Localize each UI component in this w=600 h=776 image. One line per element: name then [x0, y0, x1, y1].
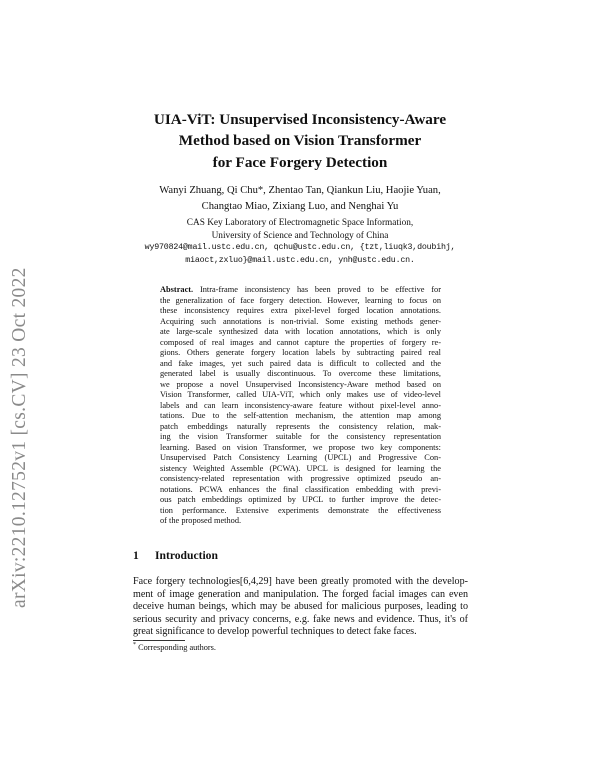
abstract-line: consistency-related representation with progressive optimized pseudo an-	[160, 474, 441, 483]
abstract-line: generated label is usually discontinuous. To overcome these limitations,	[160, 369, 441, 378]
email-line: miaoct,zxluo}@mail.ustc.edu.cn, ynh@ustc.edu.cn.	[185, 255, 415, 265]
affiliation-block	[90, 217, 510, 267]
abstract-line: composed of real images and cannot capture the properties of forgery re-	[160, 337, 441, 347]
abstract-line	[160, 285, 441, 296]
abstract-line: gions. Others generate forgery location labels by subtracting paired real	[160, 348, 441, 357]
intro-line: deceive human beings, which may be abused for malicious purposes, leading to	[133, 601, 468, 613]
abstract-line: Unsupervised Patch Consistency Learning (UPCL) and Progressive Con-	[160, 453, 441, 462]
footnote	[133, 642, 216, 652]
abstract-line: and fake images, yet such paired data is difficult to collected and the	[160, 358, 441, 368]
author-list	[110, 183, 490, 214]
abstract-text: Intra-frame inconsistency has been proved to be effective for	[199, 285, 441, 294]
abstract-line: learning. Based on vision Transformer, we propose two key components:	[160, 442, 441, 452]
abstract-line: the generalization of face forgery detection. However, learning to focus on	[160, 295, 441, 305]
author-line: Wanyi Zhuang, Qi Chu*, Zhentao Tan, Qiankun Liu, Haojie Yuan,	[159, 185, 441, 196]
intro-line: ment of image generation and manipulation. The forged facial images can even	[133, 588, 468, 600]
intro-line: serious security and privacy concerns, e.g. fake news and evidence. Thus, it's of	[133, 613, 468, 625]
affiliation-line: University of Science and Technology of China	[211, 230, 389, 241]
abstract-line: these inconsistency requires extra pixel-level forged location annotations.	[160, 306, 441, 315]
abstract-line: we propose a novel Unsupervised Inconsistency-Aware method based on	[160, 379, 441, 389]
abstract-line: notations. PCWA enhances the final classification embedding with previ-	[160, 484, 441, 494]
title-line: Method based on Vision Transformer	[178, 132, 422, 150]
footnote-divider	[133, 640, 185, 641]
intro-line: Face forgery technologies[6,4,29] have been greatly promoted with the develop-	[133, 576, 468, 587]
abstract-line: tion performance. Extensive experiments demonstrate the effectiveness	[160, 505, 441, 515]
title-line: for Face Forgery Detection	[212, 153, 388, 171]
abstract-line: of the proposed method.	[160, 516, 242, 525]
intro-line: great significance to develop powerful techniques to detect fake faces.	[133, 626, 417, 638]
title-line: UIA-ViT: Unsupervised Inconsistency-Aware	[153, 111, 447, 128]
abstract	[160, 285, 441, 527]
footnote-text: Corresponding authors.	[138, 642, 216, 652]
section-title: Introduction	[155, 549, 218, 562]
introduction-paragraph	[133, 576, 468, 639]
abstract-line: Vision Transformer, called UIA-ViT, which only makes use of video-level	[160, 390, 441, 399]
author-line: Changtao Miao, Zixiang Luo, and Nenghai Yu	[201, 200, 399, 212]
abstract-line: ate large-scale synthesized data with location annotations, which is only	[160, 327, 441, 336]
paper-title	[100, 109, 500, 173]
section-heading	[133, 549, 218, 562]
affiliation-line: CAS Key Laboratory of Electromagnetic Space Information,	[186, 218, 414, 228]
abstract-line: sistency Weighted Assemble (PCWA). UPCL is designed for learning the	[160, 463, 441, 473]
abstract-line: labels and can learn inconsistency-aware feature without pixel-level anno-	[160, 400, 441, 410]
section-number: 1	[133, 549, 139, 562]
abstract-line: ing the vision Transformer suitable for the consistency representation	[160, 432, 441, 441]
abstract-line: Acquiring such annotations is non-trivial. Some existing methods gener-	[160, 316, 441, 326]
abstract-line: patch embeddings naturally represents the consistency relation, mak-	[160, 421, 441, 431]
abstract-line: ous patch embeddings optimized by UPCL to further improve the detec-	[160, 495, 441, 504]
arxiv-identifier: arXiv:2210.12752v1 [cs.CV] 23 Oct 2022	[9, 267, 30, 608]
abstract-line: tations. Due to the self-attention mechanism, the attention map among	[160, 411, 441, 420]
email-line: wy970824@mail.ustc.edu.cn, qchu@ustc.edu.cn, {tzt,liuqk3,doubihj,	[144, 243, 456, 252]
footnote-mark: *	[133, 642, 136, 648]
abstract-label: Abstract.	[160, 285, 194, 294]
